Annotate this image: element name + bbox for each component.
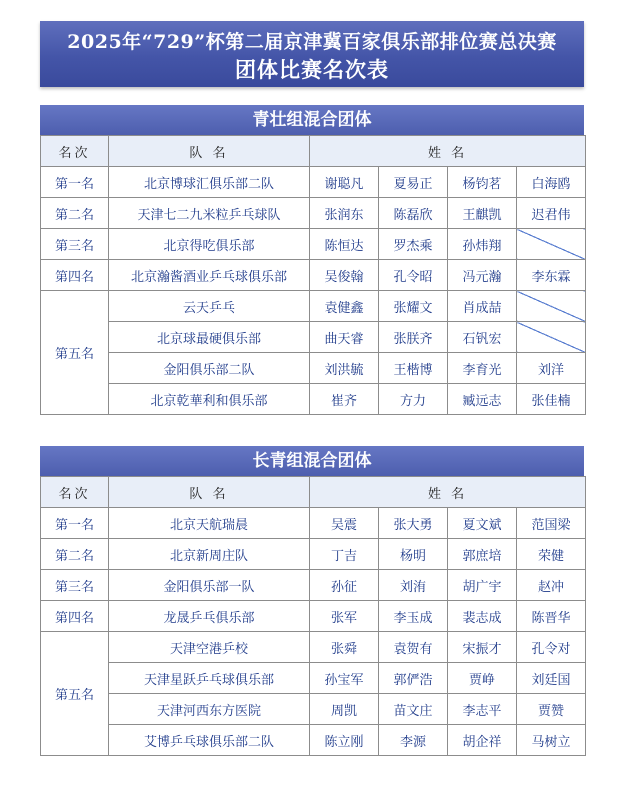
player-name-cell: 陈晋华 [517,601,586,632]
player-name-cell: 赵冲 [517,570,586,601]
team-name-cell: 北京博球汇俱乐部二队 [109,167,310,198]
player-name-cell: 荣健 [517,539,586,570]
team-name-cell: 北京得吃俱乐部 [109,229,310,260]
table-row [41,508,586,539]
team-name-cell: 北京天航瑞晨 [109,508,310,539]
rank-cell: 第三名 [41,229,109,260]
player-name-cell: 丁吉 [310,539,379,570]
player-name-cell: 刘洧 [379,570,448,601]
player-name-cell: 刘廷国 [517,663,586,694]
team-name-cell: 天津七二九米粒乒乓球队 [109,198,310,229]
team-name-cell: 北京球最硬俱乐部 [109,322,310,353]
header-row [41,477,586,508]
player-name-cell: 张润东 [310,198,379,229]
player-name-cell: 范国梁 [517,508,586,539]
player-name-cell: 陈恒达 [310,229,379,260]
team-name-cell: 云天乒乓 [109,291,310,322]
table-row [41,601,586,632]
rank-header: 名次 [41,477,109,508]
table-row [41,663,586,694]
player-name-cell: 李育光 [448,353,517,384]
player-name-cell: 周凯 [310,694,379,725]
player-name-cell: 陈立刚 [310,725,379,756]
team-name-cell: 天津河西东方医院 [109,694,310,725]
empty-player-cell [517,229,586,260]
player-name-cell: 白海鸥 [517,167,586,198]
player-name-cell: 李志平 [448,694,517,725]
player-name-cell: 吴震 [310,508,379,539]
ranking-table-youth [40,135,586,415]
player-name-cell: 夏文斌 [448,508,517,539]
player-name-cell: 迟君伟 [517,198,586,229]
player-name-cell: 曲天睿 [310,322,379,353]
player-name-cell: 肖成喆 [448,291,517,322]
team-name-cell: 龙晟乒乓俱乐部 [109,601,310,632]
rank-cell: 第五名 [41,632,109,756]
player-name-cell: 杨钧茗 [448,167,517,198]
player-name-cell: 孙宝军 [310,663,379,694]
table-title: 团体比赛名次表 [235,57,389,82]
table-row [41,570,586,601]
team-name-cell: 金阳俱乐部二队 [109,353,310,384]
player-name-cell: 陈磊欣 [379,198,448,229]
empty-player-cell [517,291,586,322]
player-name-cell: 苗文庄 [379,694,448,725]
team-name-cell: 金阳俱乐部一队 [109,570,310,601]
team-name-cell: 北京瀚酱酒业乒乓球俱乐部 [109,260,310,291]
rank-cell: 第四名 [41,601,109,632]
player-name-cell: 张大勇 [379,508,448,539]
player-name-cell: 李玉成 [379,601,448,632]
section-title-senior: 长青组混合团体 [40,446,584,476]
rank-cell: 第一名 [41,167,109,198]
team-name-cell: 北京乾華利和俱乐部 [109,384,310,415]
player-name-cell: 袁健鑫 [310,291,379,322]
rank-cell: 第三名 [41,570,109,601]
table-row [41,167,586,198]
player-name-cell: 袁贺有 [379,632,448,663]
table-row [41,260,586,291]
team-name-cell: 北京新周庄队 [109,539,310,570]
names-header: 姓 名 [310,477,586,508]
player-name-cell: 马树立 [517,725,586,756]
empty-player-cell [517,322,586,353]
player-name-cell: 李源 [379,725,448,756]
player-name-cell: 孔令对 [517,632,586,663]
player-name-cell: 贾赞 [517,694,586,725]
ranking-table-senior [40,476,586,756]
player-name-cell: 张舜 [310,632,379,663]
table-row [41,291,586,322]
section-title-youth: 青壮组混合团体 [40,105,584,135]
rank-cell: 第五名 [41,291,109,415]
rank-cell: 第二名 [41,198,109,229]
player-name-cell: 崔齐 [310,384,379,415]
table-row [41,322,586,353]
player-name-cell: 宋振才 [448,632,517,663]
names-header: 姓 名 [310,136,586,167]
player-name-cell: 谢聪凡 [310,167,379,198]
player-name-cell: 王麒凯 [448,198,517,229]
title-banner [40,21,584,87]
player-name-cell: 裴志成 [448,601,517,632]
table-row [41,353,586,384]
table-row [41,229,586,260]
player-name-cell: 张朕齐 [379,322,448,353]
player-name-cell: 李东霖 [517,260,586,291]
player-name-cell: 胡企祥 [448,725,517,756]
player-name-cell: 孙征 [310,570,379,601]
player-name-cell: 孙炜翔 [448,229,517,260]
team-header: 队 名 [109,477,310,508]
player-name-cell: 刘洪毓 [310,353,379,384]
player-name-cell: 郭庶培 [448,539,517,570]
table-row [41,694,586,725]
team-name-cell: 天津空港乒校 [109,632,310,663]
player-name-cell: 夏易正 [379,167,448,198]
player-name-cell: 郭俨浩 [379,663,448,694]
player-name-cell: 贾峥 [448,663,517,694]
rank-cell: 第一名 [41,508,109,539]
rank-header: 名次 [41,136,109,167]
team-name-cell: 艾博乒乓球俱乐部二队 [109,725,310,756]
player-name-cell: 刘洋 [517,353,586,384]
table-row [41,198,586,229]
player-name-cell: 石钒宏 [448,322,517,353]
table-row [41,384,586,415]
team-header: 队 名 [109,136,310,167]
table-row [41,539,586,570]
rank-cell: 第二名 [41,539,109,570]
player-name-cell: 杨明 [379,539,448,570]
player-name-cell: 臧远志 [448,384,517,415]
team-name-cell: 天津星跃乒乓球俱乐部 [109,663,310,694]
player-name-cell: 张军 [310,601,379,632]
header-row [41,136,586,167]
player-name-cell: 冯元瀚 [448,260,517,291]
player-name-cell: 孔令昭 [379,260,448,291]
player-name-cell: 吴俊翰 [310,260,379,291]
player-name-cell: 罗杰乘 [379,229,448,260]
table-row [41,725,586,756]
player-name-cell: 张佳楠 [517,384,586,415]
rank-cell: 第四名 [41,260,109,291]
player-name-cell: 方力 [379,384,448,415]
player-name-cell: 胡广宇 [448,570,517,601]
player-name-cell: 张耀文 [379,291,448,322]
event-title: 2025年“729”杯第二届京津冀百家俱乐部排位赛总决赛 [67,31,557,53]
player-name-cell: 王楷博 [379,353,448,384]
table-row [41,632,586,663]
